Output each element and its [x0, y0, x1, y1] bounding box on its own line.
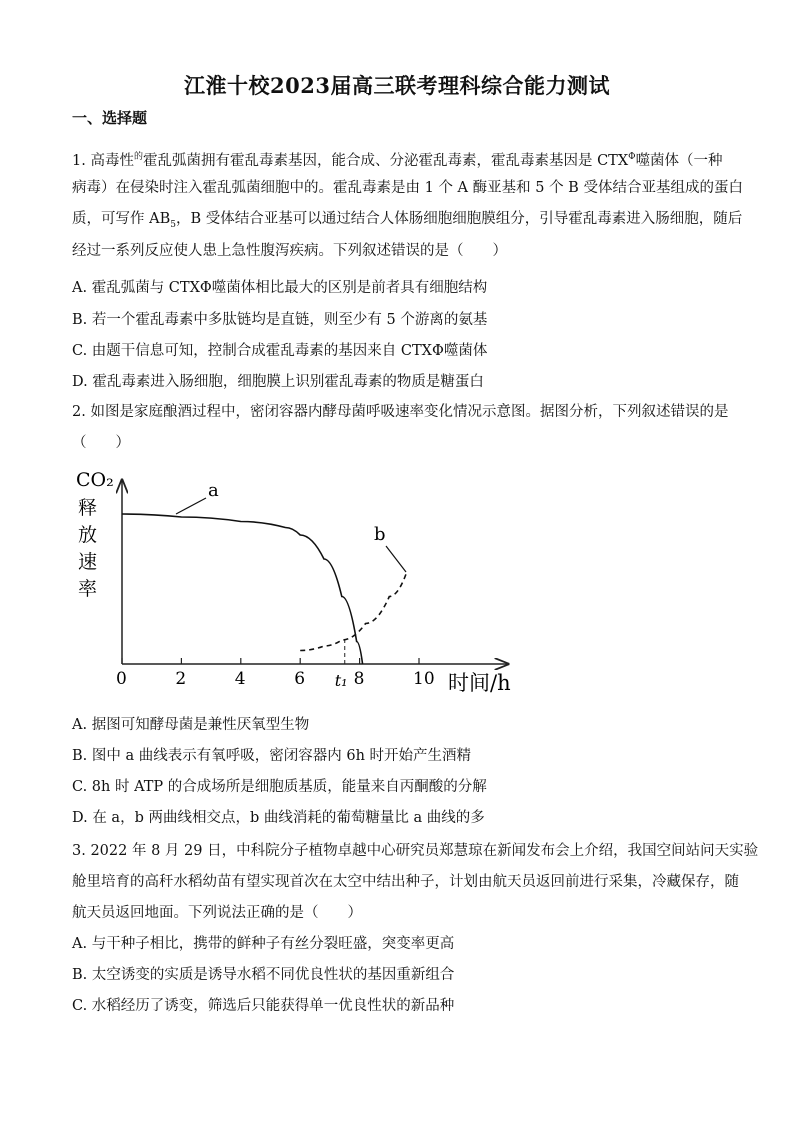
y-axis-label-char: 放	[78, 524, 98, 546]
q1-option-b: B. 若一个霍乱毒素中多肽链均是直链，则至少有 5 个游离的氨基	[72, 312, 488, 328]
y-axis-label-char: 速	[78, 551, 98, 573]
q1-text-rest: ，B 受体结合亚基可以通过结合人体肠细胞细胞膜组分，引导霍乱毒素进入肠细胞，随后	[175, 211, 743, 227]
q2-option-a: A. 据图可知酵母菌是兼性厌氧型生物	[72, 717, 310, 733]
q1-text-b: 霍乱弧菌拥有霍乱毒素基因，能合成、分泌霍乱毒素，霍乱毒素基因是 CTX	[142, 152, 629, 169]
q3-line-1: 3. 2022 年 8 月 29 日，中科院分子植物卓越中心研究员郑慧琼在新闻发布会上介绍，我国空间站问天实验	[72, 843, 759, 859]
q1-text-c: 噬菌体（一种	[635, 152, 723, 169]
q3-line-3: 航天员返回地面。下列说法正确的是（ ）	[72, 905, 362, 921]
series-a-line	[122, 514, 363, 664]
x-tick-label: 6	[294, 669, 306, 689]
y-axis-label-char: 率	[78, 578, 98, 600]
y-axis-label-char: 释	[78, 497, 98, 519]
x-tick-label: 10	[413, 669, 435, 689]
q1-option-d: D. 霍乱毒素进入肠细胞，细胞膜上识别霍乱毒素的物质是糖蛋白	[72, 374, 484, 390]
series-a-label: a	[208, 480, 219, 501]
q1-line-2: 病毒）在侵染时注入霍乱弧菌细胞中的。霍乱毒素是由 1 个 A 酶亚基和 5 个 B 受体结合亚基组成的蛋白	[72, 180, 743, 196]
x-tick-label: 8	[353, 669, 365, 689]
q3-option-c: C. 水稻经历了诱变，筛选后只能获得单一优良性状的新品种	[72, 998, 455, 1014]
q3-option-a: A. 与干种子相比，携带的鲜种子有丝分裂旺盛，突变率更高	[72, 936, 455, 952]
series-b-line	[300, 571, 407, 651]
q2-line-1: 2. 如图是家庭酿酒过程中，密闭容器内酵母菌呼吸速率变化情况示意图。据图分析，下列叙述错误的是	[72, 404, 729, 420]
q1-text-a: 1. 高毒性	[72, 152, 134, 169]
q3-line-2: 舱里培育的高秆水稻幼苗有望实现首次在太空中结出种子，计划由航天员返回前进行采集，冷藏保存，随	[72, 874, 739, 890]
q1-option-c: C. 由题干信息可知，控制合成霍乱毒素的基因来自 CTXΦ噬菌体	[72, 343, 488, 359]
page-title: 江淮十校2023届高三联考理科综合能力测试	[184, 73, 610, 98]
x-axis-label: 时间/h	[448, 671, 511, 695]
series-b-pointer	[386, 546, 406, 572]
q1-phi: Φ	[628, 152, 636, 162]
q1-text-ab: 质，可写作 AB	[72, 211, 171, 227]
y-axis-label-co2: CO₂	[76, 469, 114, 491]
x-tick-label: 4	[234, 669, 246, 689]
q2-option-b: B. 图中 a 曲线表示有氧呼吸，密闭容器内 6h 时开始产生酒精	[72, 748, 472, 764]
series-a-pointer	[176, 498, 206, 514]
q1-option-a: A. 霍乱弧菌与 CTXΦ噬菌体相比最大的区别是前者具有细胞结构	[72, 280, 488, 296]
q1-superscript: 的	[133, 152, 143, 162]
q2-option-c: C. 8h 时 ATP 的合成场所是细胞质基质，能量来自丙酮酸的分解	[72, 779, 487, 795]
section-heading: 一、选择题	[72, 109, 148, 127]
series-b-label: b	[374, 524, 386, 545]
x-tick-label: 2	[175, 669, 187, 689]
t1-label: t₁	[334, 671, 348, 690]
q2-option-d: D. 在 a，b 两曲线相交点，b 曲线消耗的葡萄糖量比 a 曲线的多	[72, 810, 485, 826]
q1-subscript: 5	[170, 219, 176, 230]
respiration-chart	[68, 462, 538, 702]
q2-line-2: （ ）	[72, 435, 130, 451]
q1-line-4: 经过一系列反应使人患上急性腹泻疾病。下列叙述错误的是（ ）	[72, 243, 507, 259]
q3-option-b: B. 太空诱变的实质是诱导水稻不同优良性状的基因重新组合	[72, 967, 455, 983]
x-tick-label: 0	[116, 669, 127, 689]
